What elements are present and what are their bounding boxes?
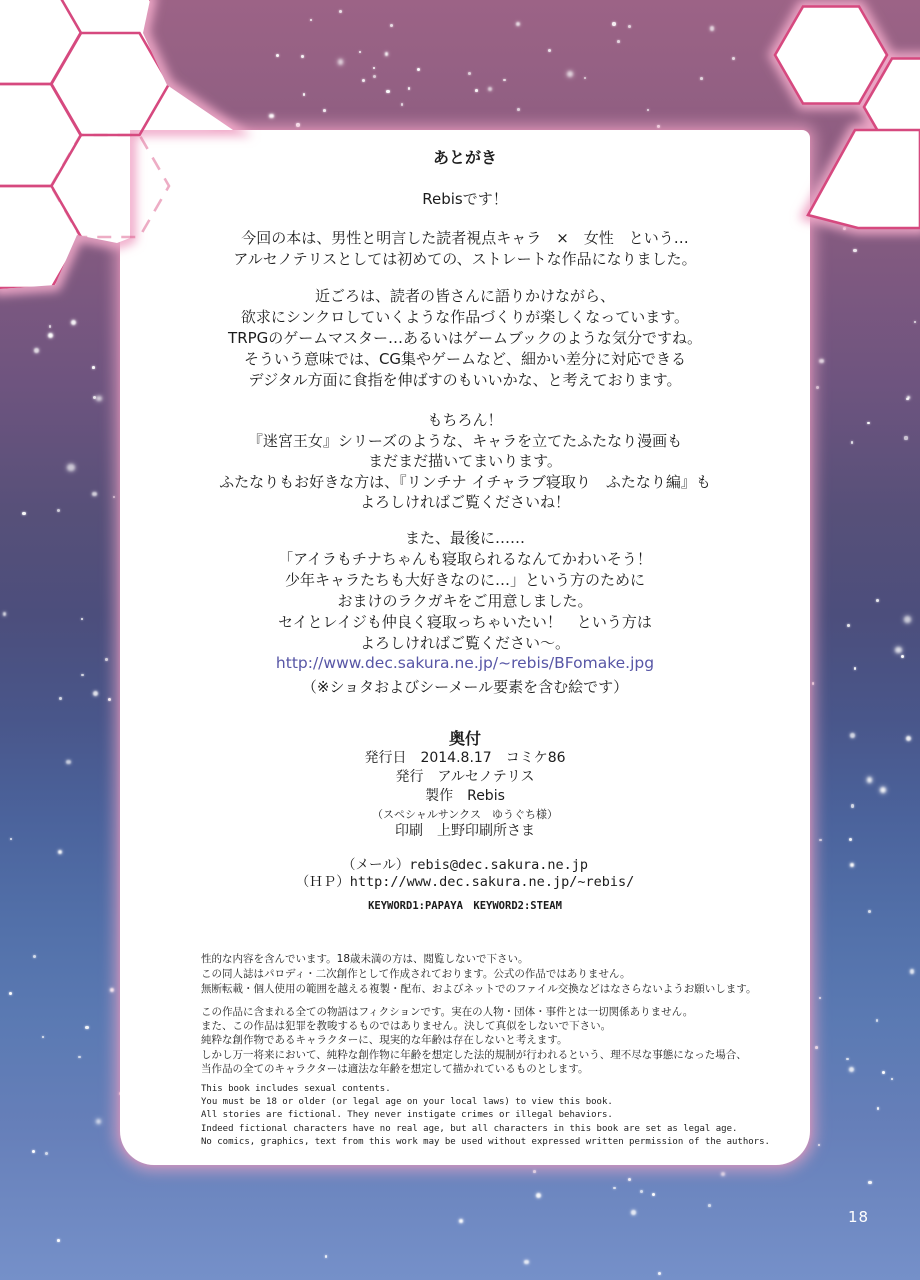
star	[468, 72, 471, 75]
star	[901, 655, 904, 658]
star	[524, 1260, 528, 1264]
star	[567, 71, 573, 77]
disclaimer-en	[201, 1083, 801, 1149]
star	[850, 863, 854, 867]
star	[818, 1144, 820, 1146]
text-line: この作品に含まれる全ての物語はフィクションです。実在の人物・団体・事件とは一切関係ありません。	[201, 1006, 694, 1018]
text-line: おまけのラクガキをご用意しました。	[337, 592, 593, 610]
star	[42, 1036, 44, 1038]
star	[847, 624, 850, 627]
star	[85, 1026, 88, 1029]
text-line: 『迷宮王女』シリーズのような、キャラを立てたふたなり漫画も	[247, 431, 683, 450]
star	[854, 667, 857, 670]
text-line: この同人誌はパロディ・二次創作として作成されております。公式の作品ではありません。	[201, 968, 631, 980]
afterword-paragraph-4	[120, 528, 810, 654]
star	[108, 698, 111, 701]
star	[390, 24, 393, 27]
text-line: No comics, graphics, text from this work may be used without expressed written permission of the authors.	[201, 1136, 770, 1147]
star	[640, 1190, 643, 1193]
star	[3, 612, 7, 616]
text-line: そういう意味では、CG集やゲームなど、細かい差分に対応できる	[243, 350, 687, 368]
star	[613, 1187, 616, 1190]
star	[877, 1107, 880, 1110]
star	[10, 838, 12, 840]
afterword-paragraph-2	[120, 286, 810, 391]
star	[536, 1193, 541, 1198]
text-line: もちろん！	[427, 411, 503, 429]
star	[78, 1056, 80, 1058]
text-line: 欲求にシンクロしていくような作品づくりが楽しくなっています。	[240, 308, 690, 326]
star	[57, 509, 60, 512]
star	[9, 992, 12, 995]
star	[895, 647, 902, 654]
star	[657, 125, 659, 127]
star	[708, 1204, 711, 1207]
star	[362, 79, 365, 82]
star	[812, 682, 814, 684]
star	[96, 1119, 102, 1125]
text-line: 無断転載・個人使用の範囲を越える複製・配布、およびネットでのファイル交換などはなさらないようお願いします。	[201, 983, 757, 995]
text-line: TRPGのゲームマスター…あるいはゲームブックのような気分ですね。	[228, 329, 702, 347]
star	[96, 396, 102, 402]
omake-url-note: （※ショタおよびシーメール要素を含む絵です）	[301, 678, 629, 696]
star	[868, 910, 871, 913]
text-line: また、この作品は犯罪を教唆するものではありません。決して真似をしないで下さい。	[201, 1020, 612, 1033]
text-line: 「アイラもチナちゃんも寝取られるなんてかわいそう！	[278, 550, 652, 568]
star	[819, 839, 821, 841]
star	[373, 75, 376, 78]
star	[652, 1193, 655, 1196]
star	[617, 40, 620, 43]
star	[710, 26, 715, 31]
star	[631, 1210, 635, 1214]
star	[408, 87, 411, 90]
text-line: ふたなりもお好きな方は、『リンチナ イチャラブ寝取り ふたなり編』も	[219, 472, 711, 491]
star	[851, 441, 853, 443]
text-line: 性的な内容を含んでいます。18歳未満の方は、閲覧しないで下さい。	[201, 953, 529, 965]
star	[93, 396, 96, 399]
star	[628, 1178, 631, 1181]
colophon-lines	[120, 749, 810, 806]
star	[67, 464, 74, 471]
star	[868, 1181, 871, 1184]
star	[891, 1078, 893, 1080]
star	[904, 616, 911, 623]
star	[584, 77, 586, 79]
text-line: 近ごろは、読者の皆さんに語りかけながら、	[314, 287, 615, 305]
text-line: This book includes sexual contents.	[201, 1084, 391, 1094]
star	[386, 90, 389, 93]
star	[110, 988, 114, 992]
star	[401, 103, 404, 106]
colophon-email: （メール）rebis@dec.sakura.ne.jp	[341, 857, 589, 873]
star	[882, 1071, 885, 1074]
colophon-heading: 奥付	[448, 729, 481, 748]
star	[57, 1239, 60, 1242]
text-line: 発行日 2014.8.17 コミケ86	[364, 750, 566, 766]
star	[58, 850, 62, 854]
star	[92, 366, 95, 369]
star	[93, 691, 98, 696]
star	[45, 1152, 48, 1155]
star	[700, 77, 703, 80]
star	[81, 618, 83, 620]
star	[516, 22, 520, 26]
star	[815, 1046, 818, 1049]
star	[867, 777, 873, 783]
text-line: アルセノテリスとしては初めての、ストレートな作品になりました。	[233, 250, 697, 268]
star	[66, 760, 71, 765]
star	[34, 348, 39, 353]
star	[816, 386, 819, 389]
star	[81, 674, 83, 676]
text-line: You must be 18 or older (or legal age on your local laws) to view this book.	[201, 1097, 613, 1108]
star	[628, 25, 631, 28]
colophon-printer: 印刷 上野印刷所さま	[395, 823, 535, 839]
star	[105, 658, 108, 661]
star	[850, 733, 855, 738]
star	[459, 1219, 463, 1223]
star	[325, 1255, 327, 1257]
text-line: よろしければご覧くださいね！	[359, 493, 570, 511]
text-line: 製作 Rebis	[425, 788, 505, 804]
star	[92, 492, 97, 497]
disclaimer-jp-fiction	[201, 1005, 801, 1076]
text-line: デジタル方面に食指を伸ばすのもいいかな、と考えております。	[248, 371, 682, 389]
star	[488, 87, 492, 91]
star	[819, 997, 821, 999]
afterword-paragraph-1	[120, 228, 810, 270]
text-line: まだまだ描いてまいります。	[368, 452, 562, 470]
star	[533, 1170, 536, 1173]
star	[113, 496, 115, 498]
star	[385, 52, 389, 56]
star	[22, 512, 25, 515]
star	[548, 49, 551, 52]
star	[906, 398, 908, 400]
star	[359, 51, 361, 53]
star	[876, 1019, 879, 1022]
star	[846, 1058, 848, 1060]
text-line: また、最後に……	[404, 529, 525, 547]
star	[647, 109, 649, 111]
star	[849, 1067, 854, 1072]
omake-url-link[interactable]: http://www.dec.sakura.ne.jp/~rebis/BFomake.jpg	[275, 654, 655, 672]
star	[503, 79, 506, 82]
colophon-keywords: KEYWORD1:PAPAYA KEYWORD2:STEAM	[368, 900, 562, 912]
star	[851, 804, 854, 807]
star	[819, 359, 823, 363]
text-line: よろしければご覧ください〜。	[359, 634, 570, 652]
text-line: 今回の本は、男性と明言した読者視点キャラ × 女性 という…	[241, 229, 689, 247]
star	[867, 422, 870, 425]
text-line: 発行 アルセノテリス	[395, 769, 535, 785]
disclaimer-jp-usage	[201, 952, 801, 997]
star	[612, 22, 615, 25]
star	[373, 67, 375, 69]
text-line: 純粋な創作物であるキャラクターに、現実的な年齢は存在しないと考えます。	[201, 1034, 568, 1047]
text-line: Indeed fictional characters have no real age, but all characters in this book are set as legal age.	[201, 1123, 738, 1134]
text-line: 少年キャラたちも大好きなのに…」という方のために	[284, 571, 645, 589]
text-line: All stories are fictional. They never instigate crimes or illegal behaviors.	[201, 1110, 613, 1121]
star	[914, 321, 916, 323]
star	[906, 736, 911, 741]
star	[32, 1150, 35, 1153]
star	[517, 108, 520, 111]
star	[33, 955, 36, 958]
star	[849, 838, 852, 841]
afterword-greeting: Rebisです！	[422, 190, 508, 208]
colophon-special-thanks: （スペシャルサンクス ゆうぐち様）	[372, 808, 558, 821]
text-line: しかし万一将来において、純粋な創作物に年齢を想定した法的規制が行われるという、理不尽な事態になった場合、	[201, 1048, 747, 1061]
star	[417, 68, 420, 71]
star	[904, 436, 907, 439]
afterword-heading: あとがき	[432, 148, 497, 167]
star	[59, 697, 62, 700]
star	[910, 969, 915, 974]
afterword-paragraph-3	[120, 410, 810, 513]
text-line: セイとレイジも仲良く寝取っちゃいたい！ という方は	[278, 613, 652, 631]
star	[880, 787, 886, 793]
star	[658, 1272, 661, 1275]
page-number: 18	[848, 1208, 870, 1226]
text-line: 当作品の全てのキャラクターは適法な年齢を想定して描かれているものとします。	[201, 1062, 589, 1075]
colophon-homepage: （ＨＰ）http://www.dec.sakura.ne.jp/~rebis/	[295, 874, 635, 890]
star	[721, 1172, 725, 1176]
star	[475, 89, 478, 92]
star	[876, 599, 879, 602]
